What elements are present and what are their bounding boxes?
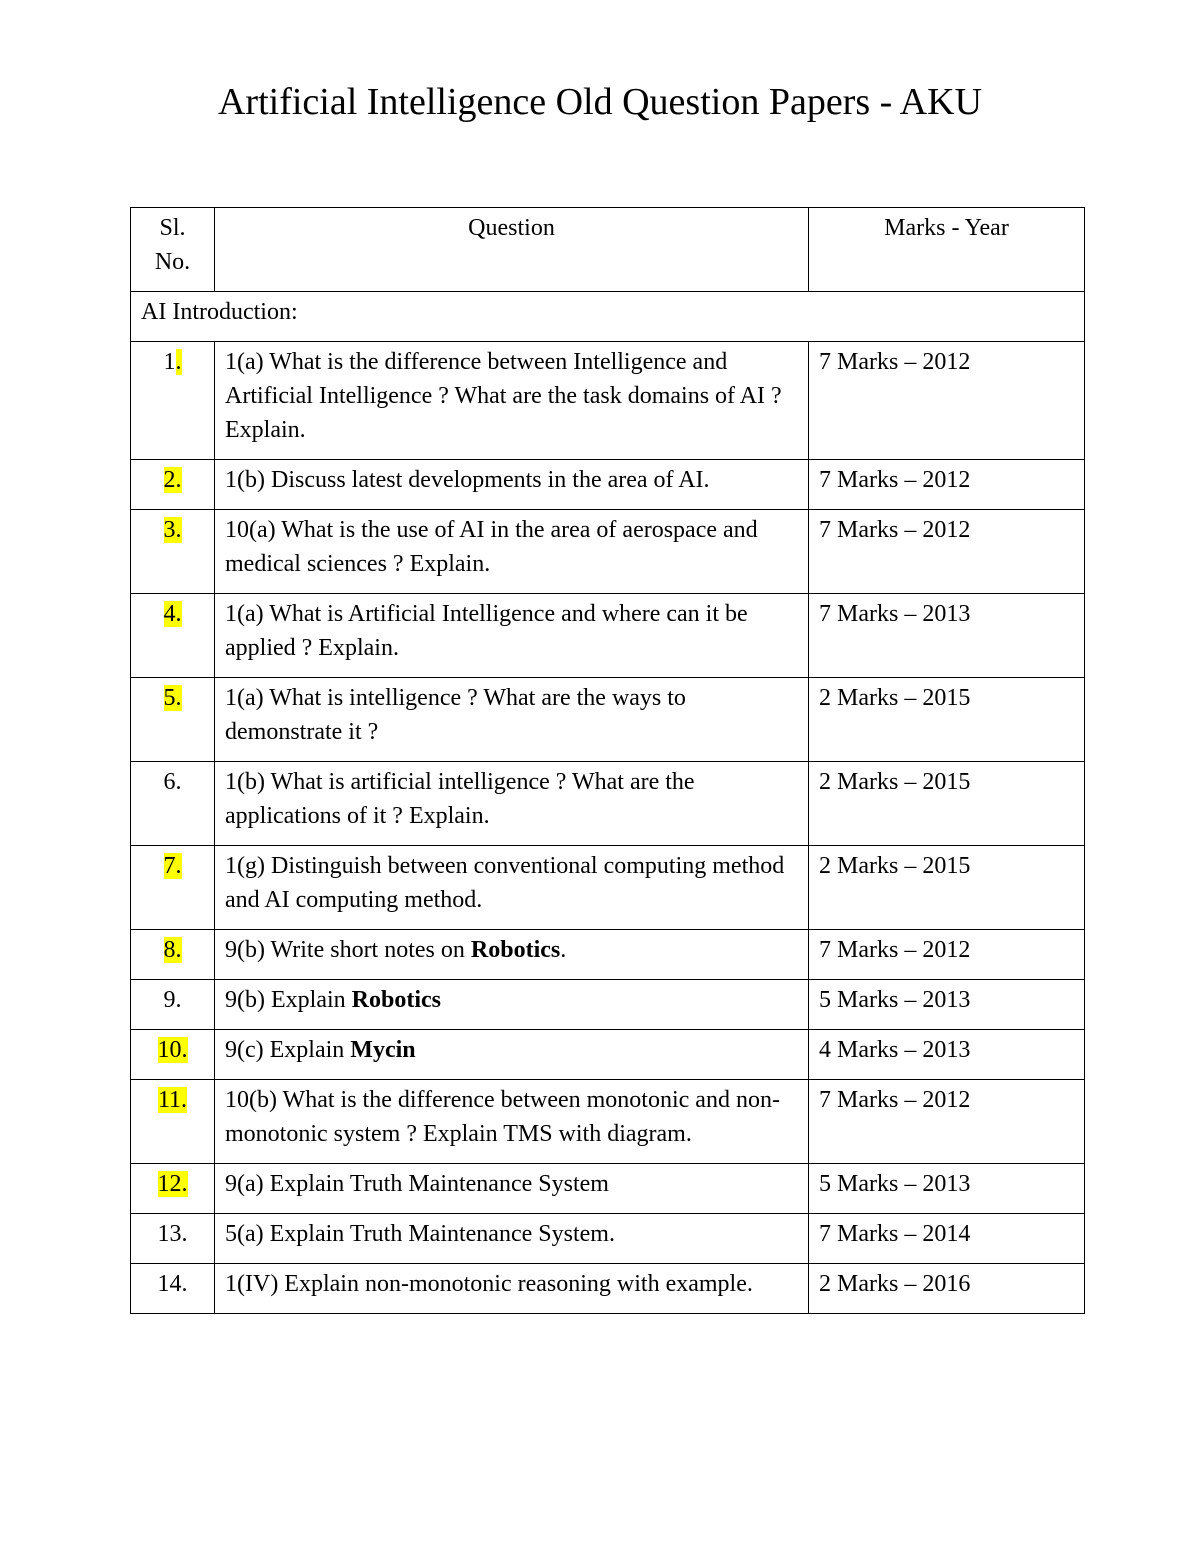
serial-number — [131, 930, 215, 980]
question-cell — [215, 342, 809, 460]
serial-number-text: 10. — [157, 1037, 188, 1063]
question-text: 9(c) Explain — [225, 1037, 351, 1063]
question-cell — [215, 1080, 809, 1164]
question-text: 1(a) What is the difference between Intelligence and Artificial Intelligence ? What are the task domains of AI ? Explain. — [225, 349, 782, 443]
table-row — [131, 1080, 1085, 1164]
serial-number — [131, 510, 215, 594]
question-cell — [215, 594, 809, 678]
question-text-end: . — [560, 937, 567, 963]
serial-number — [131, 1164, 215, 1214]
serial-number — [131, 678, 215, 762]
serial-number — [131, 342, 215, 460]
question-text: 9(b) Explain — [225, 987, 352, 1013]
marks-year: 5 Marks – 2013 — [809, 1164, 1085, 1214]
table-row — [131, 1030, 1085, 1080]
serial-number-dot: . — [175, 349, 182, 375]
serial-number-text: 11. — [157, 1087, 188, 1113]
question-text: 10(b) What is the difference between monotonic and non-monotonic system ? Explain TMS with diagram. — [225, 1087, 780, 1147]
question-text: 9(b) Write short notes on — [225, 937, 471, 963]
question-keyword: Mycin — [350, 1037, 416, 1063]
table-row — [131, 1214, 1085, 1264]
serial-number — [131, 1264, 215, 1314]
serial-number-text: 14. — [157, 1271, 188, 1297]
marks-year: 2 Marks – 2015 — [809, 678, 1085, 762]
marks-year: 7 Marks – 2012 — [809, 510, 1085, 594]
header-sl-no: Sl. No. — [131, 208, 215, 292]
marks-year: 2 Marks – 2015 — [809, 762, 1085, 846]
table-row — [131, 1164, 1085, 1214]
question-cell — [215, 460, 809, 510]
question-text: 1(a) What is intelligence ? What are the ways to demonstrate it ? — [225, 685, 686, 745]
table-row — [131, 1264, 1085, 1314]
table-row — [131, 980, 1085, 1030]
section-row — [131, 292, 1085, 342]
question-table — [130, 207, 1085, 1314]
page-title: Artificial Intelligence Old Question Papers - AKU — [217, 81, 983, 123]
table-row — [131, 594, 1085, 678]
header-marks-year: Marks - Year — [809, 208, 1085, 292]
table-row — [131, 342, 1085, 460]
serial-number-text: 12. — [157, 1171, 188, 1197]
question-text: 1(b) What is artificial intelligence ? What are the applications of it ? Explain. — [225, 769, 695, 829]
table-row — [131, 460, 1085, 510]
serial-number — [131, 460, 215, 510]
table-row — [131, 846, 1085, 930]
serial-number — [131, 594, 215, 678]
marks-year: 2 Marks – 2015 — [809, 846, 1085, 930]
question-keyword: Robotics — [351, 987, 441, 1013]
question-cell — [215, 510, 809, 594]
question-text: 1(b) Discuss latest developments in the area of AI. — [225, 467, 710, 493]
marks-year: 2 Marks – 2016 — [809, 1264, 1085, 1314]
question-cell — [215, 846, 809, 930]
serial-number-text: 9. — [163, 987, 182, 1013]
marks-year: 7 Marks – 2013 — [809, 594, 1085, 678]
question-text: 1(a) What is Artificial Intelligence and where can it be applied ? Explain. — [225, 601, 748, 661]
question-text: 1(IV) Explain non-monotonic reasoning with example. — [225, 1271, 753, 1297]
marks-year: 5 Marks – 2013 — [809, 980, 1085, 1030]
marks-year: 7 Marks – 2012 — [809, 930, 1085, 980]
question-text: 1(g) Distinguish between conventional computing method and AI computing method. — [225, 853, 785, 913]
header-question: Question — [215, 208, 809, 292]
question-text: 5(a) Explain Truth Maintenance System. — [225, 1221, 615, 1247]
question-cell — [215, 1264, 809, 1314]
marks-year: 7 Marks – 2012 — [809, 342, 1085, 460]
table-row — [131, 930, 1085, 980]
serial-number-text: 4. — [163, 601, 182, 627]
serial-number-text: 5. — [163, 685, 182, 711]
serial-number-text: 7. — [163, 853, 182, 879]
serial-number — [131, 1030, 215, 1080]
serial-number — [131, 846, 215, 930]
question-cell — [215, 930, 809, 980]
marks-year: 4 Marks – 2013 — [809, 1030, 1085, 1080]
serial-number-text: 1 — [163, 349, 176, 375]
serial-number-text: 6. — [163, 769, 182, 795]
serial-number — [131, 762, 215, 846]
marks-year: 7 Marks – 2012 — [809, 1080, 1085, 1164]
serial-number-text: 13. — [157, 1221, 188, 1247]
question-cell — [215, 678, 809, 762]
serial-number-text: 8. — [163, 937, 182, 963]
marks-year: 7 Marks – 2012 — [809, 460, 1085, 510]
question-text: 9(a) Explain Truth Maintenance System — [225, 1171, 609, 1197]
table-row — [131, 510, 1085, 594]
serial-number — [131, 1080, 215, 1164]
question-cell — [215, 1030, 809, 1080]
marks-year: 7 Marks – 2014 — [809, 1214, 1085, 1264]
section-heading: AI Introduction: — [131, 292, 1085, 342]
table-row — [131, 762, 1085, 846]
question-cell — [215, 1214, 809, 1264]
serial-number — [131, 980, 215, 1030]
header-row — [131, 208, 1085, 292]
question-text: 10(a) What is the use of AI in the area of aerospace and medical sciences ? Explain. — [225, 517, 758, 577]
question-cell — [215, 980, 809, 1030]
question-keyword: Robotics — [470, 937, 561, 963]
question-cell — [215, 1164, 809, 1214]
table-row — [131, 678, 1085, 762]
serial-number-text: 3. — [163, 517, 182, 543]
serial-number-text: 2. — [163, 467, 182, 493]
question-cell — [215, 762, 809, 846]
serial-number — [131, 1214, 215, 1264]
